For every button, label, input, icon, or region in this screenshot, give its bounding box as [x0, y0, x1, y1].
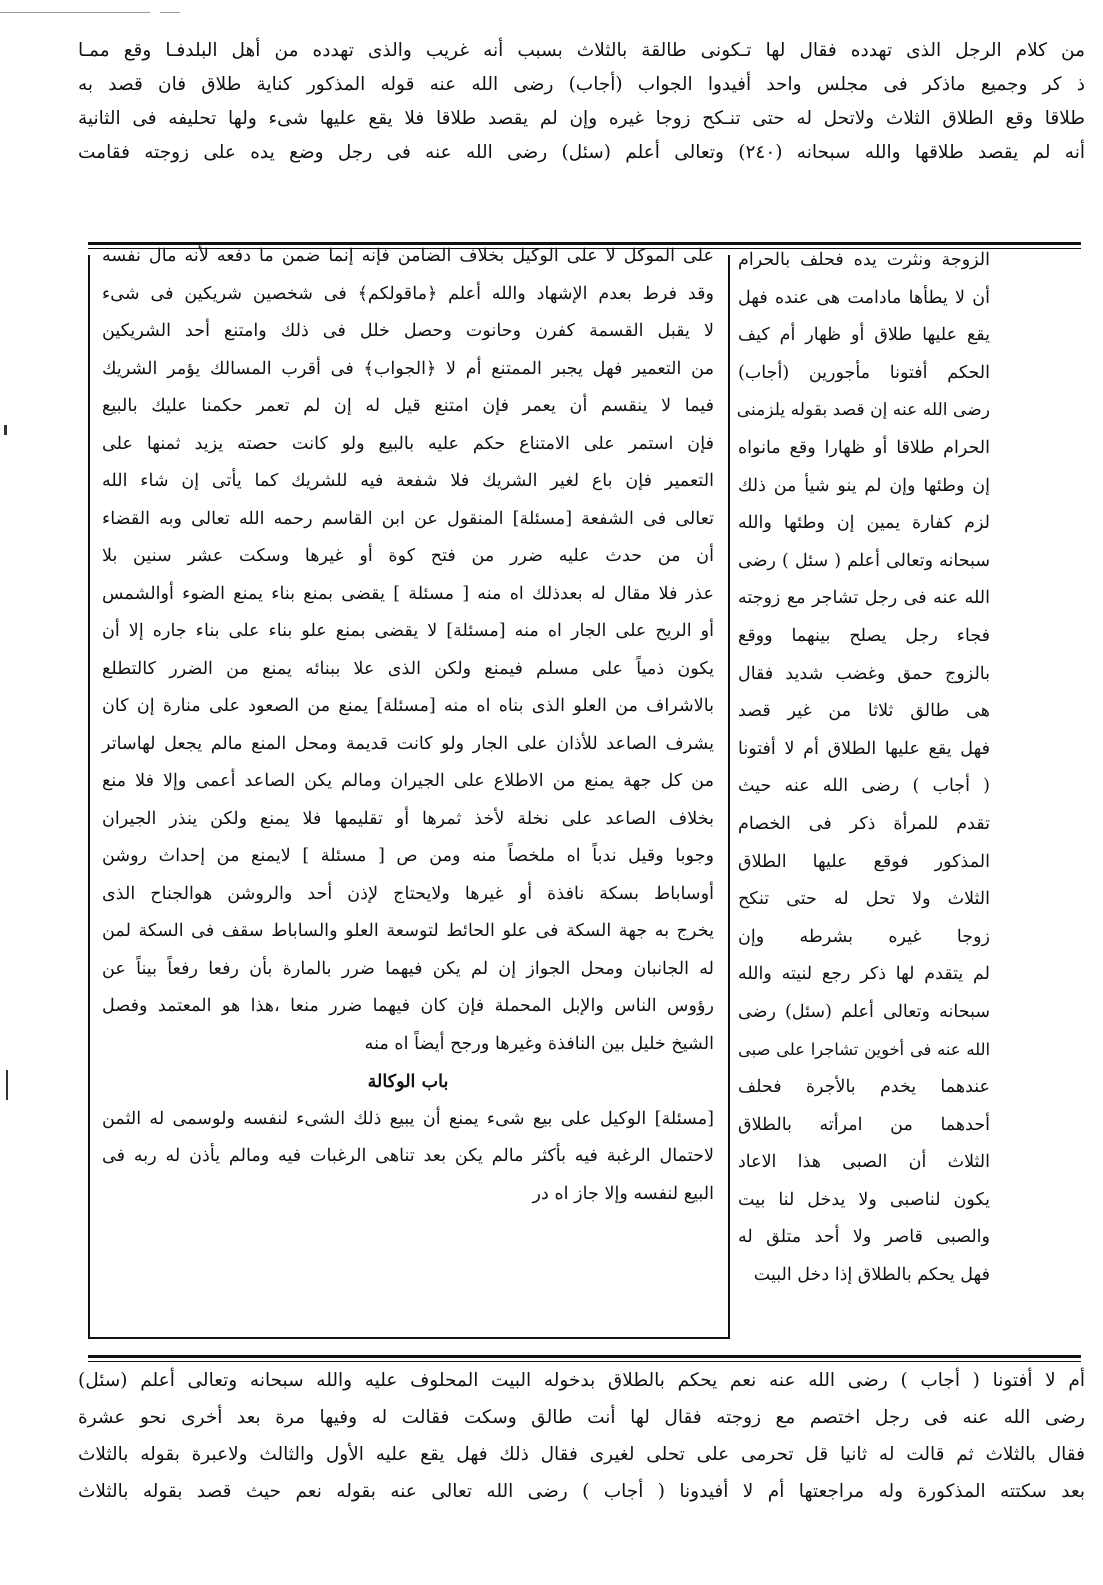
- side-line: بالزوج حمق وغضب شديد فقال: [738, 663, 990, 684]
- side-line: إن وطئها وإن لم ينو شيأ من ذلك: [738, 475, 990, 496]
- commentary-line: أو الريح على الجار اه منه [مسئلة] لا يقضى بمنع علو بناء على بناء جاره إلا أن: [102, 621, 714, 641]
- bottom-line: بعد سكتته المذكورة وله مراجعتها أم لا أفيدونا ( أجاب ) رضى الله تعالى عنه بقوله نعم حيث قصد بقوله بالثلاث: [78, 1481, 1085, 1502]
- commentary-line: البيع لنفسه وإلا جاز اه در: [532, 1183, 714, 1204]
- bottom-line: فقال بالثلاث ثم قالت له ثانيا قل تحرمى على تحلى لغيرى فقال ذلك فهل يقع عليه الأول والثالث ولاعبرة بقوله بالثلاث: [78, 1444, 1085, 1465]
- side-line: ( أجاب ) رضى الله عنه حيث: [738, 776, 990, 797]
- commentary-line: لا يقبل القسمة كفرن وحانوت وحصل خلل فى ذلك وامتنع أحد الشريكين: [102, 321, 714, 341]
- commentary-line: من كل جهة يمنع من الاطلاع على الجيران ومالم يكن الصاعد أعمى وإلا فلا منع: [102, 771, 714, 791]
- side-line: هى طالق ثلاثا من غير قصد: [738, 701, 990, 722]
- commentary-line: فإن استمر على الامتناع حكم عليه بالبيع ولو كانت حصته يزيد ثمنها على: [102, 433, 714, 454]
- bottom-text-block: [78, 1362, 1085, 1510]
- commentary-line: أن من حدث عليه ضرر من فتح كوة أو غيرها وسكت عشر سنين بلا: [102, 546, 714, 566]
- side-line: يكون لناصبى ولا يدخل لنا بيت: [738, 1189, 990, 1210]
- side-line: الحكم أفتونا مأجورين (أجاب): [738, 362, 990, 383]
- margin-commentary-text: [102, 238, 714, 1213]
- side-line: الحرام طلاقا أو ظهارا وقع مانواه: [738, 437, 990, 458]
- bottom-line: رضى الله عنه فى رجل اختصم مع زوجته فقال لها أنت طالق وسكت فقالت له وفيها مرة بعد أخرى نحو عشرة: [78, 1407, 1085, 1428]
- side-line: الثلاث ولا تحل له حتى تنكح: [738, 889, 990, 910]
- side-line: لزم كفارة يمين إن وطئها والله: [738, 513, 990, 534]
- top-text-block: [78, 34, 1085, 170]
- commentary-line: وجوبا وقيل ندباً اه ملخصاً منه ومن ص [ مسئلة ] لايمنع من إحداث روشن: [102, 846, 714, 866]
- side-line: تقدم للمرأة ذكر فى الخصام: [738, 813, 990, 834]
- commentary-line: وقد فرط بعدم الإشهاد والله أعلم ﴿ماقولكم﴾ فى شخصين شريكين فى شىء: [102, 283, 714, 304]
- scan-edge-mark: [6, 1070, 8, 1100]
- commentary-line: يكون ذمياً على مسلم فيمنع ولكن الذى علا ببنائه يمنع من الضرر كالتطلع: [102, 658, 714, 679]
- commentary-line: أوساباط بسكة نافذة أو غيرها ولايحتاج لإذن أحد والروشن هوالجناح الذى: [102, 883, 714, 904]
- side-line: أن لا يطأها مادامت هى عنده فهل: [738, 287, 990, 308]
- side-line: فهل يقع عليها الطلاق أم لا أفتونا: [738, 738, 990, 759]
- section-heading: باب الوكالة: [367, 1071, 449, 1092]
- commentary-line: بخلاف الصاعد على نخلة لأخذ ثمرها أو تقليمها فلا يمنع ولكن ينذر الجيران: [102, 808, 714, 829]
- side-line: الله عنه فى رجل تشاجر مع زوجته: [738, 588, 990, 609]
- side-line: رضى الله عنه إن قصد بقوله يلزمنى: [736, 400, 990, 421]
- top-line: ذ كر وجميع ماذكر فى مجلس واحد أفيدوا الجواب (أجاب) رضى الله عنه قوله المذكور كناية طلاق فان قصد به: [78, 74, 1085, 95]
- commentary-line: رؤوس الناس والإبل المحملة فإن كان فيهما ضرر منعا ،هذا هو المعتمد وفصل: [102, 996, 714, 1016]
- side-main-text-column: [738, 242, 990, 1295]
- scan-edge-mark: [4, 425, 7, 435]
- bottom-line: أم لا أفتونا ( أجاب ) رضى الله عنه نعم يحكم بالطلاق بدخوله البيت المحلوف عليه والله سبحانه وتعالى أعلم (سئل): [78, 1370, 1085, 1391]
- commentary-line: من التعمير فهل يجبر الممتنع أم لا ﴿الجواب﴾ فى أقرب المسالك يؤمر الشريك: [102, 358, 714, 379]
- side-line: فجاء رجل يصلح بينهما ووقع: [738, 625, 990, 646]
- commentary-line: عذر فلا مقال له بعدذلك اه منه [ مسئلة ] يقضى بمنع بناء يمنع الضوء أوالشمس: [102, 583, 714, 604]
- side-line: الله عنه فى أخوين تشاجرا على صبى: [738, 1040, 990, 1060]
- top-line: من كلام الرجل الذى تهدده فقال لها تـكونى طالقة بالثلاث بسبب أنه غريب والذى تهدده من أهل البلدفـا وقع ممـا: [78, 40, 1085, 61]
- commentary-line: يخرج به جهة السكة فى علو الحائط لتوسعة العلو والساباط سقف فى السكة لمن: [102, 921, 714, 941]
- commentary-line: بالاشراف من العلو الذى بناه اه منه [مسئلة] يمنع من الصعود على منارة إن كان: [102, 696, 714, 716]
- side-line: سبحانه وتعالى أعلم ( سئل ) رضى: [738, 550, 990, 571]
- commentary-line: فيما لا ينقسم أن يعمر فإن امتنع قيل له إن لم تعمر حكمنا عليك بالبيع: [102, 396, 714, 416]
- commentary-line: تعالى فى الشفعة [مسئلة] المنقول عن ابن القاسم رحمه الله تعالى وبه القضاء: [102, 508, 714, 529]
- side-line: زوجا غيره بشرطه وإن: [738, 926, 990, 947]
- bottom-double-rule: [88, 1355, 1081, 1358]
- scan-edge-rule: [0, 12, 150, 13]
- commentary-line: التعمير فإن باع لغير الشريك فلا شفعة فيه للشريك كما يأتى إن شاء الله: [102, 471, 714, 491]
- side-line: الزوجة ونثرت يده فحلف بالحرام: [738, 250, 990, 270]
- commentary-line: له الجانبان ومحل الجواز إن لم يكن فيهما ضرر بالمارة بأن رفعا رفعاً بيناً عن: [102, 958, 714, 979]
- top-line: طلاقا وقع الطلاق الثلاث ولاتحل له حتى تنـكح زوجا غيره وإن لم يقصد طلاقا فلا يقع عليها شىء ولها تحليفه فى الثانية: [78, 108, 1085, 129]
- side-line: والصبى قاصر ولا أحد متلق له: [738, 1227, 990, 1248]
- commentary-line: لاحتمال الرغبة فيه بأكثر مالم يكن بعد تناهى الرغبات فيه ومالم يأذن له ربه فى: [102, 1146, 714, 1166]
- side-line: يقع عليها طلاق أو ظهار أم كيف: [738, 325, 990, 346]
- side-line: فهل يحكم بالطلاق إذا دخل البيت: [753, 1265, 990, 1286]
- side-line: أحدهما من امرأته بالطلاق: [738, 1114, 990, 1135]
- side-line: الثلاث أن الصبى هذا الاعاد: [738, 1152, 990, 1173]
- side-line: لم يتقدم لها ذكر رجع لنيته والله: [738, 964, 990, 985]
- side-line: سبحانه وتعالى أعلم (سئل) رضى: [738, 1001, 990, 1022]
- scan-edge-rule: [160, 12, 180, 13]
- commentary-line: يشرف الصاعد للأذان على الجار ولو كانت قديمة ومحل المنع مالم يجعل لهاساتر: [102, 733, 714, 754]
- top-line: أنه لم يقصد طلاقها والله سبحانه (٢٤٠) وتعالى أعلم (سئل) رضى الله عنه فى رجل وضع يده على زوجته فقامت: [78, 142, 1086, 163]
- commentary-line: الشيخ خليل بين النافذة وغيرها ورجح أيضاً اه منه: [364, 1033, 714, 1054]
- commentary-line: [مسئلة] الوكيل على بيع شىء يمنع أن يبيع ذلك الشىء لنفسه ولوسمى له الثمن: [102, 1108, 714, 1129]
- commentary-line: على الموكل لا على الوكيل بخلاف الضامن فإنه إنما ضمن ما دفعه لأنه مال نفسه: [102, 246, 714, 266]
- side-line: المذكور فوقع عليها الطلاق: [738, 851, 990, 872]
- side-line: عندهما يخدم بالأجرة فحلف: [738, 1077, 990, 1098]
